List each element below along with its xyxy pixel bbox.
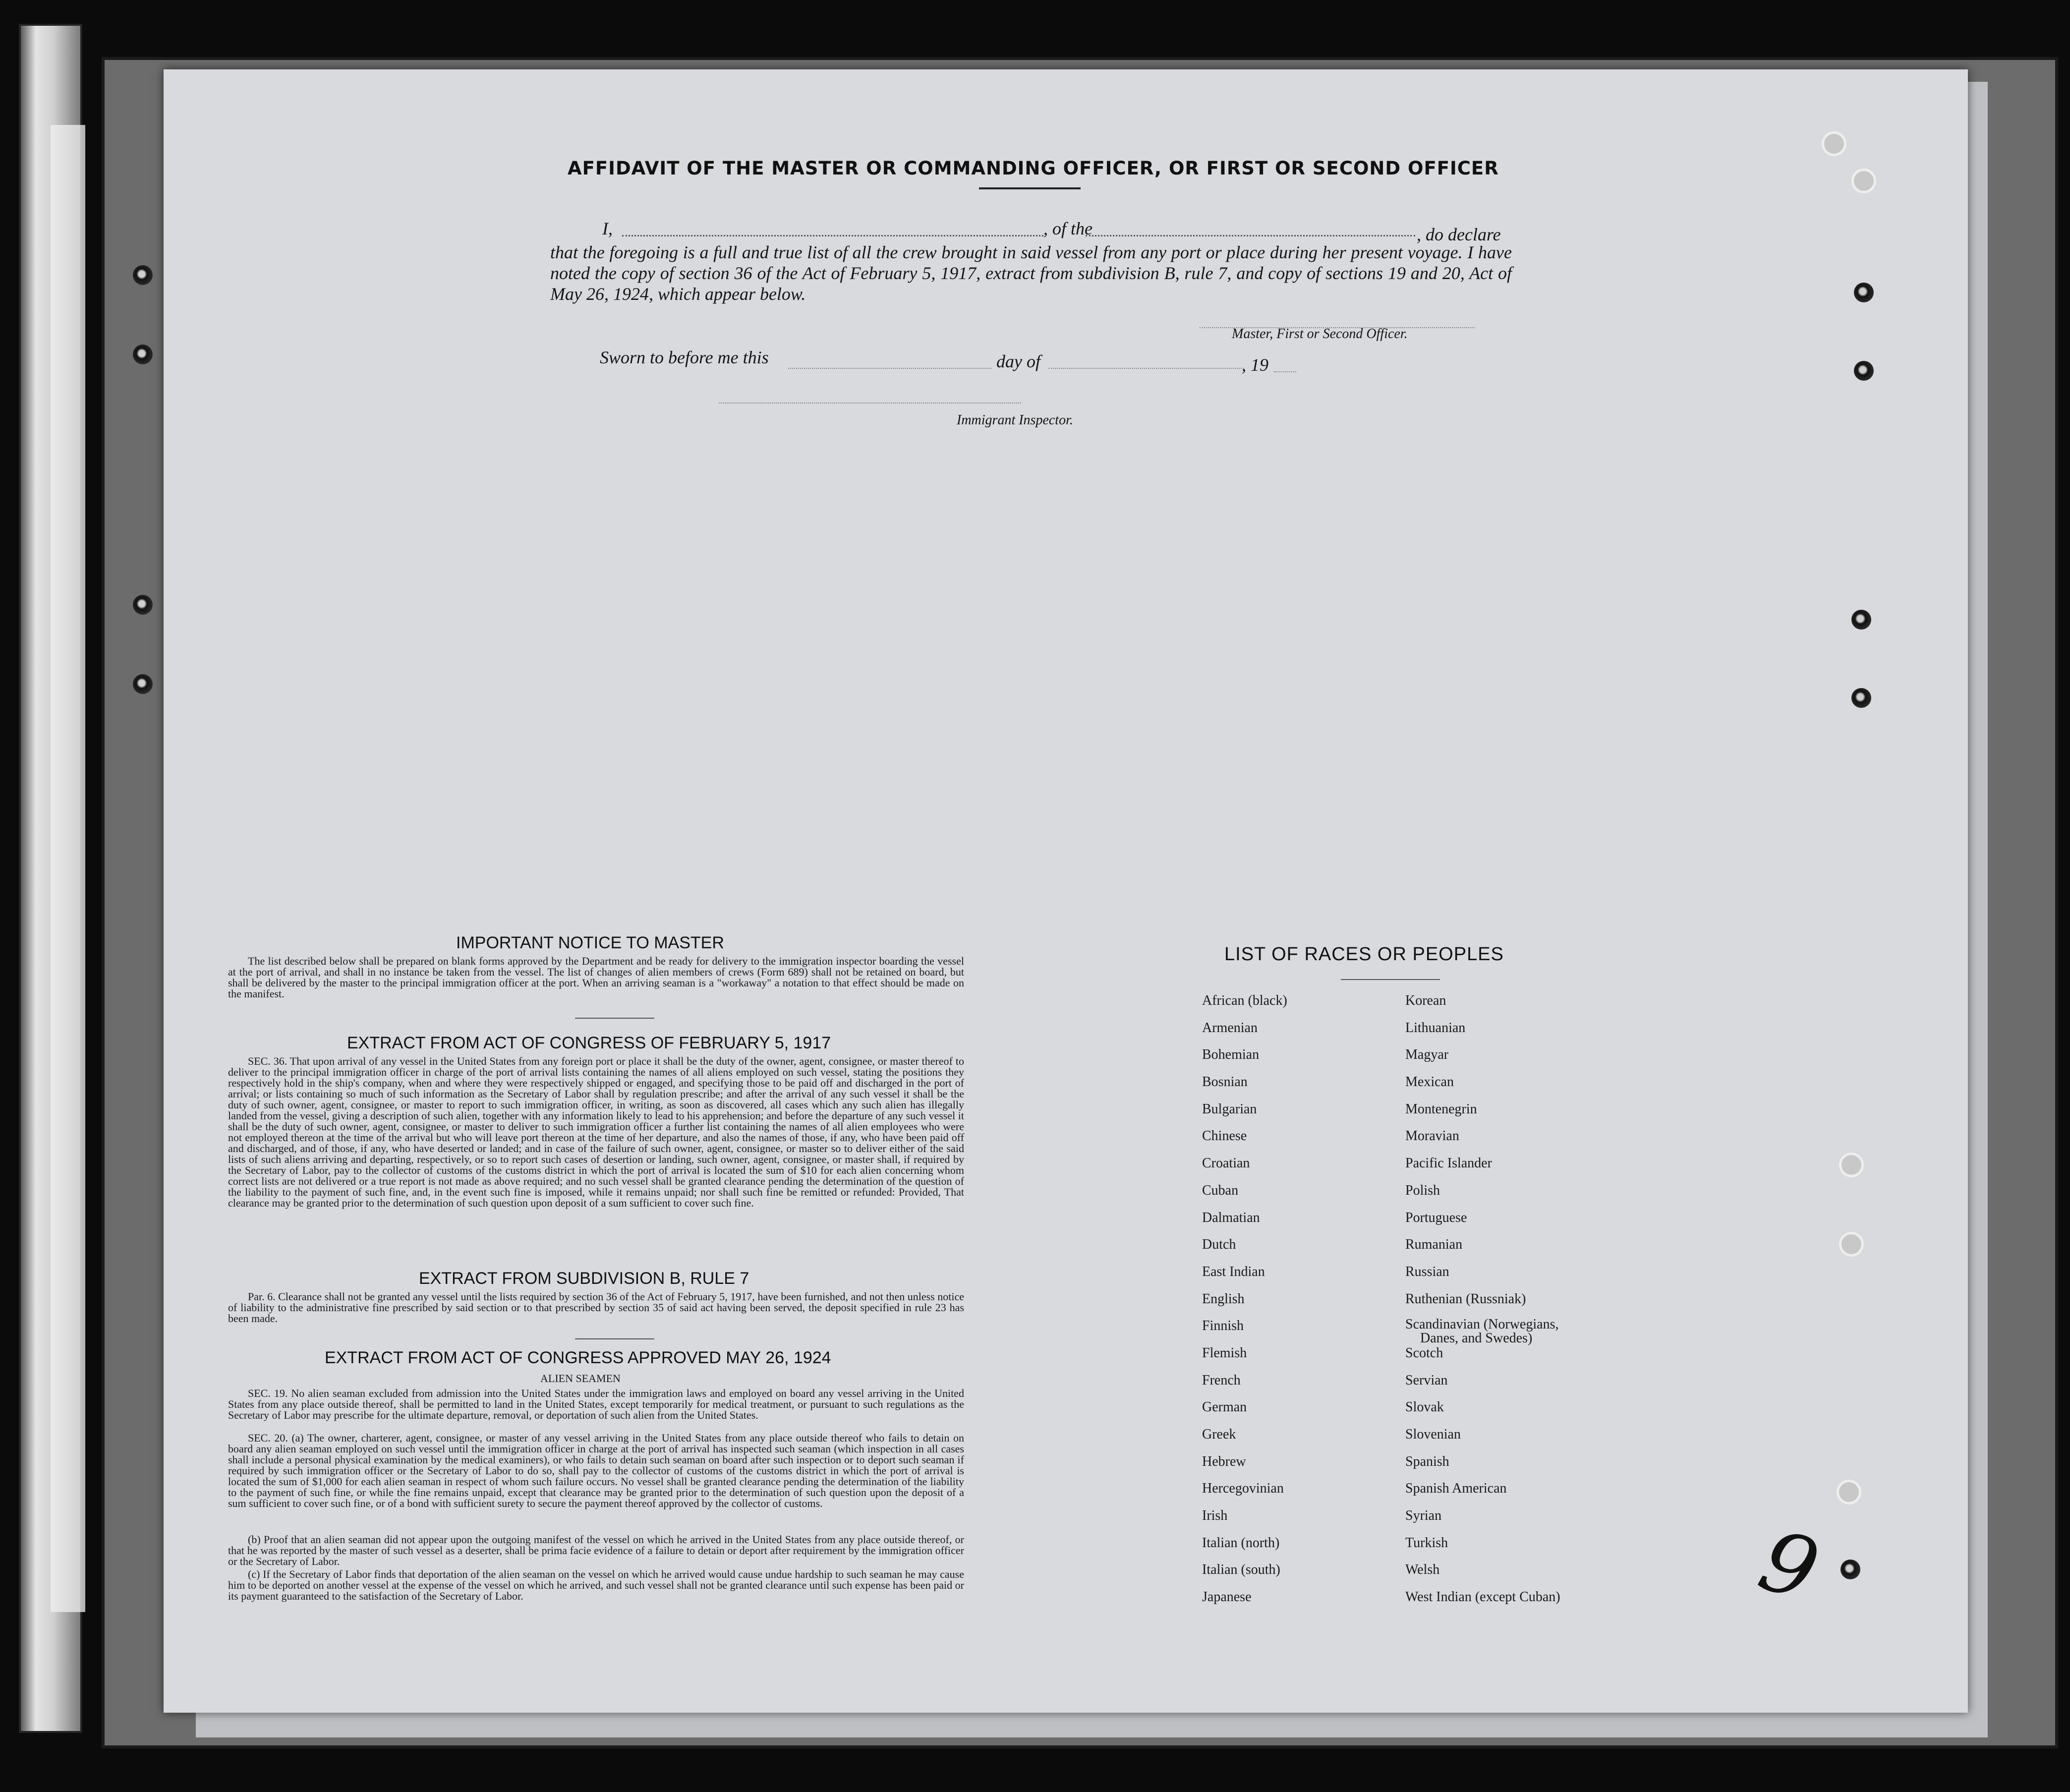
race-item: Hebrew: [1202, 1453, 1246, 1469]
race-item: Slovenian: [1405, 1427, 1461, 1442]
race-item: Slovak: [1405, 1399, 1444, 1415]
binder-strip: [19, 24, 82, 1733]
sec19-body: SEC. 19. No alien seaman excluded from admission into the United States under the immigration laws and employed on board any vessel arriving in the United States from any place outside thereof, shall be permitted to land in the United States, except temporarily for medical treatment, or pursuant to such regulations as the Secretary of Labor may prescribe for the ultimate departure, removal, or deportation of such alien from the United States.: [228, 1387, 964, 1421]
race-item: English: [1202, 1291, 1245, 1307]
races-left-column: [1202, 992, 1390, 1616]
race-item: Scotch: [1405, 1345, 1443, 1361]
notice-title: IMPORTANT NOTICE TO MASTER: [456, 933, 724, 952]
race-item: Croatian: [1202, 1156, 1250, 1171]
race-item: Italian (north): [1202, 1535, 1280, 1551]
notice-text: [228, 956, 964, 999]
race-item: Bosnian: [1202, 1074, 1248, 1090]
race-item: Syrian: [1405, 1508, 1442, 1524]
year-blank: [1274, 371, 1296, 372]
extract-1917-body: SEC. 36. That upon arrival of any vessel in the United States from any foreign port or place it shall be the duty of the owner, agent, consignee, or master thereof to deliver to the principal immigration officer in charge of the port of arrival lists containing the names of all aliens employed on such vessel, stating the positions they respectively hold in the ship's company, when and where they were respectively shipped or engaged, and specifying those to be paid off and discharged in the port of arrival; or lists containing so much of such information as the Secretary of Labor shall by regulation prescribe; and after the arrival of any such vessel it shall be the duty of such owner, agent, consignee, or master to report to such immigration officer, in writing, as soon as discovered, all cases which any such alien has illegally landed from the vessel, giving a description of such alien, together with any information likely to lead to his apprehension; and before the departure of any such vessel it shall be the duty of such owner, agent, consignee, or master to deliver to such immigration officer a further list containing the names of all alien employees who were not employed thereon at the time of the arrival but who will leave port thereon at the time of her departure, and also the names of those, if any, who have been paid off and discharged, and of those, if any, who have deserted or landed; and in case of the failure of such owner, agent, consignee, or master so to deliver either of the said lists of such aliens arriving and departing, respectively, or so to report such cases of desertion or landing, such owner, agent, consignee, or master shall, if required by the Secretary of Labor, pay to the collector of customs of the customs district in which the port of arrival is located the sum of $10 for each alien concerning whom correct lists are not delivered or a true report is not made as above required; and no such vessel shall be granted clearance pending the determination of the question of the liability to the payment of such fine, and, in the event such fine is imposed, while it remains unpaid; nor shall such fine be remitted or refunded: Provided, That clearance may be granted prior to the determination of such question upon deposit of a sum sufficient to cover such fine.: [228, 1055, 964, 1209]
race-item: Chinese: [1202, 1128, 1247, 1144]
punch-hole: [1854, 361, 1874, 381]
subdivision-b-title: EXTRACT FROM SUBDIVISION B, RULE 7: [419, 1269, 749, 1288]
handwritten-number: 9: [1748, 1511, 1830, 1621]
punch-hole: [1822, 131, 1846, 156]
title-underline: [979, 187, 1081, 189]
subdivision-b-divider: [575, 1338, 654, 1339]
sworn-text: Sworn to before me this: [600, 347, 769, 367]
sec20a-body: SEC. 20. (a) The owner, charterer, agent, consignee, or master of any vessel arriving in the United States from any place outside thereof who fails to detain on board any alien seaman employed on such vessel until the immigration officer in charge at the port of arrival has inspected such seaman (which inspection in all cases shall include a personal physical examination by the medical examiners), or who fails to detain such seaman on board after such inspection or to deport such seaman if required by such immigration officer or the Secretary of Labor to do so, shall pay to the collector of customs of the customs district in which the port of arrival is located the sum of $1,000 for each alien seaman in respect of whom such failure occurs. No vessel shall be granted clearance pending the determination of the liability to the payment of such fine, or while the fine remains unpaid, except that clearance may be granted prior to the determination of such question upon the deposit of a sum sufficient to cover such fine, or of a bond with sufficient surety to secure the payment thereof approved by the collector of customs.: [228, 1432, 964, 1509]
binder-strip-inner: [51, 125, 85, 1612]
alien-seamen-subtitle: ALIEN SEAMEN: [540, 1372, 621, 1385]
race-item: Irish: [1202, 1508, 1228, 1524]
punch-hole: [1854, 283, 1874, 302]
race-item: West Indian (except Cuban): [1405, 1589, 1560, 1605]
notice-divider: [575, 1018, 654, 1019]
day-of-text: day of: [996, 351, 1040, 371]
race-item: Servian: [1405, 1372, 1448, 1388]
master-signature-label: Master, First or Second Officer.: [1232, 326, 1408, 342]
race-item: Moravian: [1405, 1128, 1459, 1144]
punch-hole: [1837, 1480, 1861, 1504]
race-item: Bohemian: [1202, 1047, 1260, 1063]
races-title: LIST OF RACES OR PEOPLES: [1224, 944, 1504, 965]
race-item: Dalmatian: [1202, 1210, 1260, 1225]
extract-1924-sec20b: [228, 1534, 964, 1567]
affidavit-title: AFFIDAVIT OF THE MASTER OR COMMANDING OFFICER, OR FIRST OR SECOND OFFICER: [568, 158, 1499, 179]
race-item: German: [1202, 1399, 1247, 1415]
race-item: Mexican: [1405, 1074, 1454, 1090]
race-item: Pacific Islander: [1405, 1156, 1492, 1171]
punch-hole: [133, 674, 153, 694]
notice-body: The list described below shall be prepared on blank forms approved by the Department and be ready for delivery to the immigration inspector boarding the vessel at the port of arrival, and shall in no instance be taken from the vessel. The list of changes of alien members of crews (Form 689) shall not be retained on board, but shall be delivered by the master to the principal immigration officer at the port. When an arriving seaman is a "workaway" a notation to that effect should be made on the manifest.: [228, 955, 964, 1000]
extract-1917-text: [228, 1056, 964, 1209]
race-item: Greek: [1202, 1427, 1236, 1442]
race-item: Dutch: [1202, 1237, 1236, 1253]
race-item: Spanish: [1405, 1453, 1449, 1469]
race-item: Armenian: [1202, 1020, 1258, 1036]
declarant-name-blank: [622, 235, 1043, 236]
race-item: Flemish: [1202, 1345, 1247, 1361]
punch-hole: [133, 265, 153, 285]
race-item: French: [1202, 1372, 1241, 1388]
race-item: Portuguese: [1405, 1210, 1467, 1225]
races-divider: [1341, 979, 1440, 980]
race-item: Magyar: [1405, 1047, 1449, 1063]
punch-hole: [1840, 1560, 1860, 1579]
vessel-name-blank: [1086, 235, 1415, 236]
year-prefix: , 19: [1242, 355, 1268, 375]
declarant-prefix: I,: [602, 219, 613, 238]
sec20b-body: (b) Proof that an alien seaman did not appear upon the outgoing manifest of the vessel on which he arrived in the United States from any place outside thereof, or that he was reported by the master of such vessel as a deserter, shall be prima facie evidence of a failure to detain or deport after requirement by the immigration officer or the Secretary of Labor.: [228, 1533, 964, 1567]
punch-hole: [1839, 1232, 1864, 1257]
extract-1924-sec20c: [228, 1569, 964, 1602]
punch-hole: [133, 595, 153, 615]
race-item: Hercegovinian: [1202, 1481, 1284, 1497]
race-item-line: Danes, and Swedes): [1420, 1330, 1533, 1346]
subdivision-b-body: Par. 6. Clearance shall not be granted any vessel until the lists required by section 36 of the Act of February 5, 1917, have been furnished, and not then unless notice of liability to the administrative fine prescribed by said section or to that prescribed by section 35 of said act having been served, the deposit specified in rule 23 has been made.: [228, 1290, 964, 1325]
inspector-signature-blank: [719, 403, 1021, 404]
race-item: Ruthenian (Russniak): [1405, 1291, 1526, 1307]
race-item: Polish: [1405, 1182, 1440, 1198]
race-item-line: Scandinavian (Norwegians,: [1405, 1317, 1559, 1332]
subdivision-b-text: [228, 1291, 964, 1324]
race-item: Italian (south): [1202, 1562, 1280, 1578]
race-item: Turkish: [1405, 1535, 1448, 1551]
sec20c-body: (c) If the Secretary of Labor finds that deportation of the alien seaman on the vessel on which he arrived would cause undue hardship to such seaman he may cause him to be deported on another vessel at the expense of the vessel on which he arrived, and such vessel shall not be granted clearance until such expense has been paid or its payment guaranteed to the satisfaction of the Secretary of Labor.: [228, 1568, 964, 1602]
race-item: [1405, 1318, 1643, 1345]
race-item: Cuban: [1202, 1182, 1239, 1198]
race-item: East Indian: [1202, 1264, 1265, 1279]
race-item: Japanese: [1202, 1589, 1252, 1605]
race-item: Welsh: [1405, 1562, 1440, 1578]
inspector-label: Immigrant Inspector.: [957, 412, 1073, 428]
declare-suffix: , do declare: [1417, 225, 1501, 244]
race-item: Lithuanian: [1405, 1020, 1466, 1036]
affidavit-body: that the foregoing is a full and true list of all the crew brought in said vessel from any port or place during her present voyage. I have noted the copy of section 36 of the Act of February 5, 1917, extract from subdivision B, rule 7, and copy of sections 19 and 20, Act of May 26, 1924, which appear below.: [550, 242, 1512, 304]
race-item: Spanish American: [1405, 1481, 1507, 1497]
sworn-month-blank: [1048, 368, 1244, 369]
race-item: African (black): [1202, 993, 1287, 1008]
punch-hole: [1851, 169, 1876, 193]
race-item: Rumanian: [1405, 1237, 1463, 1253]
race-item: Bulgarian: [1202, 1101, 1257, 1117]
extract-1924-title: EXTRACT FROM ACT OF CONGRESS APPROVED MAY 26, 1924: [325, 1348, 831, 1367]
extract-1917-title: EXTRACT FROM ACT OF CONGRESS OF FEBRUARY 5, 1917: [347, 1034, 831, 1052]
race-item: Russian: [1405, 1264, 1449, 1279]
race-item: Finnish: [1202, 1318, 1244, 1334]
race-item: Montenegrin: [1405, 1101, 1477, 1117]
punch-hole: [1839, 1153, 1864, 1177]
punch-hole: [133, 345, 153, 364]
vessel-prefix: , of the: [1043, 219, 1092, 238]
extract-1924-sec19: [228, 1388, 964, 1421]
race-item: Korean: [1405, 993, 1446, 1008]
punch-hole: [1851, 688, 1871, 708]
races-right-column: [1405, 992, 1643, 1616]
sworn-day-blank: [788, 368, 991, 369]
extract-1924-sec20a: [228, 1433, 964, 1509]
punch-hole: [1851, 610, 1871, 630]
